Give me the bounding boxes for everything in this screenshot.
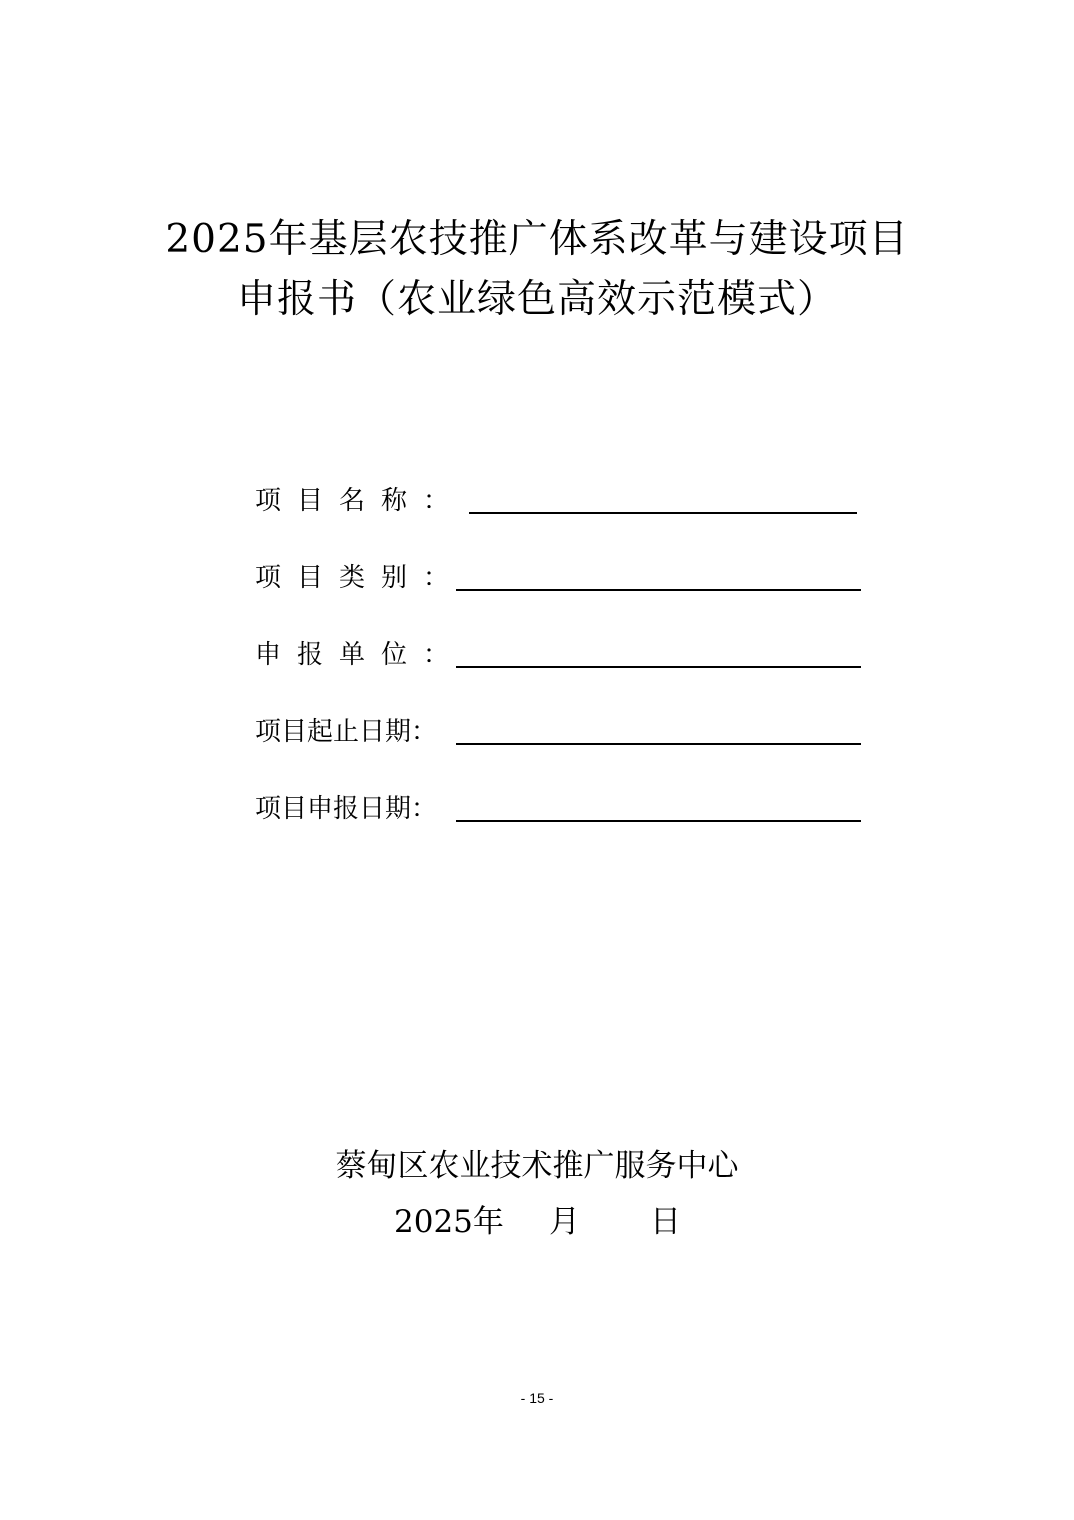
date-month: 月	[549, 1204, 580, 1240]
application-date-label: 项目申报日期：	[255, 794, 438, 824]
field-project-name	[255, 476, 875, 516]
document-title-line-2: 申报书（农业绿色高效示范模式）	[236, 277, 837, 322]
date-year: 2025年	[394, 1204, 504, 1240]
field-applicant-unit	[255, 630, 875, 670]
applicant-unit-label: 申报单位：	[255, 640, 466, 670]
project-period-blank-line	[456, 743, 861, 745]
date-day: 日	[650, 1204, 681, 1240]
issuing-organization: 蔡甸区农业技术推广服务中心	[335, 1148, 739, 1184]
document-title-line-1: 2025年基层农技推广体系改革与建设项目	[165, 217, 909, 262]
project-category-label: 项目类别：	[255, 563, 466, 593]
field-application-date	[255, 784, 875, 824]
project-name-blank-line	[469, 512, 857, 514]
project-period-label: 项目起止日期：	[255, 717, 438, 747]
applicant-unit-blank-line	[456, 666, 861, 668]
field-project-category	[255, 553, 875, 593]
application-date-blank-line	[456, 820, 861, 822]
field-project-period	[255, 707, 875, 747]
page-number: - 15 -	[520, 1390, 554, 1406]
project-name-label: 项目名称：	[255, 486, 466, 516]
project-category-blank-line	[456, 589, 861, 591]
